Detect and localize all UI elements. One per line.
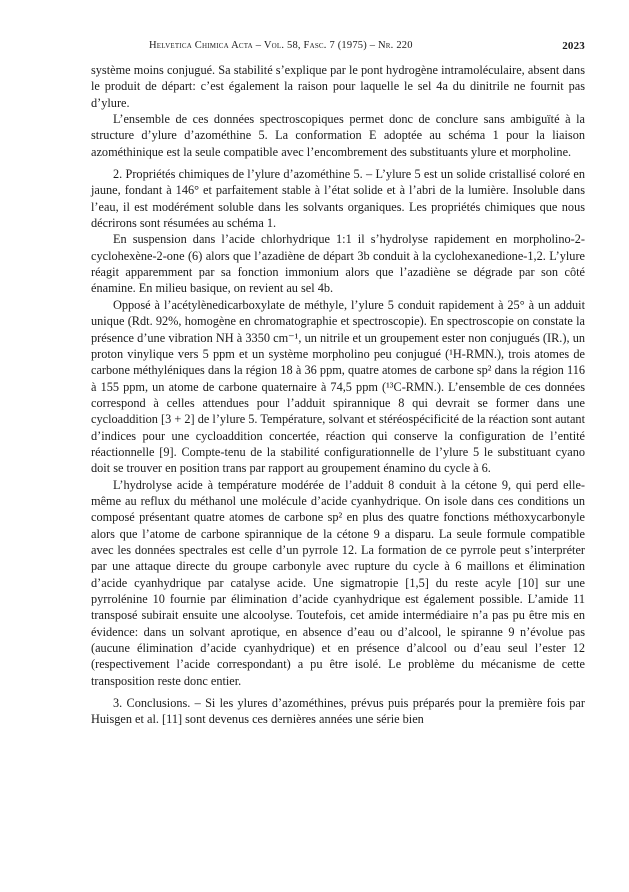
paragraph-1: système moins conjugué. Sa stabilité s’explique par le pont hydrogène intramoléculaire, absent dans le produit de départ: c’est également la raison pour laquelle le sel 4a du dinitrile ne fournit pas d’ylure. bbox=[91, 63, 585, 110]
paragraph-hydrolysis: En suspension dans l’acide chlorhydrique 1:1 il s’hydrolyse rapidement en morpholino-2-cyclohexène-2-one (6) alors que l’azadiène de départ 3b conduit à la cyclohexanedione-1,2. L’ylure réagit apparemment par sa fonction immonium alors que l’azadiène se dégrade par son côté énamine. En milieu basique, on revient au sel 4b. bbox=[91, 232, 585, 296]
paragraph-pyrrole: L’hydrolyse acide à température modérée de l’adduit 8 conduit à la cétone 9, qui perd elle-même au reflux du méthanol une molécule d’acide cyanhydrique. On isole dans ces conditions un composé présentant quatre atomes de carbone sp² en plus des quatre fonctions méthoxycarbonyle alors que l’atome de carbone spirannique de la cétone 9 a disparu. La seule formule compatible avec les données spectrales est celle d’un pyrrole 12. La formation de ce pyrrole peut s’interpréter par une attaque directe du groupe carbonyle avec rupture du cycle à 6 maillons et élimination d’acide cyanhydrique par catalyse acide. Une sigmatropie [1,5] du reste acyle [10] sur une pyrrolénine 10 fournie par élimination d’acide cyanhydrique est également possible. L’amide 11 transposé subirait ensuite une alcoolyse. Toutefois, cet amide intermédiaire n’a pas pu être mis en évidence: dans un solvant aprotique, en absence d’eau ou d’alcool, le spiranne 9 n’évolue pas (aucune élimination d’acide cyanhydrique) et en présence d’alcool ou d’eau seul l’ester 12 (respectivement l’acide correspondant) a pu être isolé. Le problème du mécanisme de cette transposition reste donc entier. bbox=[91, 477, 585, 688]
page-number: 2023 bbox=[562, 40, 585, 52]
section-3-paragraph: 3. Conclusions. – Si les ylures d’azométhines, prévus puis préparés pour la première fois par Huisgen et al. [11] sont devenus ces dernières années une série bien bbox=[91, 696, 585, 727]
paragraph-cycloaddition: Opposé à l’acétylènedicarboxylate de méthyle, l’ylure 5 conduit rapidement à 25° à un adduit unique (Rdt. 92%, homogène en chromatographie et spectroscopie). En spectroscopie on constate la présence d’une vibration NH à 3350 cm⁻¹, un nitrile et un groupement ester non conjugués (IR.), un proton vinylique vers 5 ppm et un système morpholino peu conjugué (¹H-RMN.), trois atomes de carbone méthyléniques dans la région 18 à 36 ppm, quatre atomes de carbone sp² dans la région 116 à 155 ppm, un atome de carbone quaternaire à 74,5 ppm (¹³C-RMN.). L’ensemble de ces données correspond à celles attendues pour l’adduit spirannique 8 qui devrait se former dans une cycloaddition [3 + 2] de l’ylure 5. Température, solvant et stéréospécificité de la réaction sont autant d’indices pour une cycloaddition concertée, réaction qui conserve la configuration de l’entité réactionnelle [9]. Compte-tenu de la stabilité configurationnelle de l’ylure 5 le substituant cyano doit se trouver en position trans par rapport au groupement énamino du cycle à 6. bbox=[91, 297, 585, 476]
paragraph-2: L’ensemble de ces données spectroscopiques permet donc de conclure sans ambiguïté à la structure d’ylure d’azométhine 5. La conformation E adoptée au schéma 1 pour la liaison azométhinique est la seule compatible avec l’encombrement des substituants ylure et morpholine. bbox=[91, 112, 585, 159]
journal-citation: Helvetica Chimica Acta – Vol. 58, Fasc. 7 (1975) – Nr. 220 bbox=[149, 40, 413, 51]
section-2-paragraph: 2. Propriétés chimiques de l’ylure d’azométhine 5. – L’ylure 5 est un solide cristallisé coloré en jaune, fondant à 146° et parfaitement stable à l’état solide et à l’abri de la lumière. Insoluble dans l’eau, il est modérément soluble dans les solvants organiques. Les propriétés chimiques que nous décrirons sont résumées au schéma 1. bbox=[91, 167, 585, 231]
article-body bbox=[91, 62, 585, 728]
running-header bbox=[91, 38, 585, 56]
